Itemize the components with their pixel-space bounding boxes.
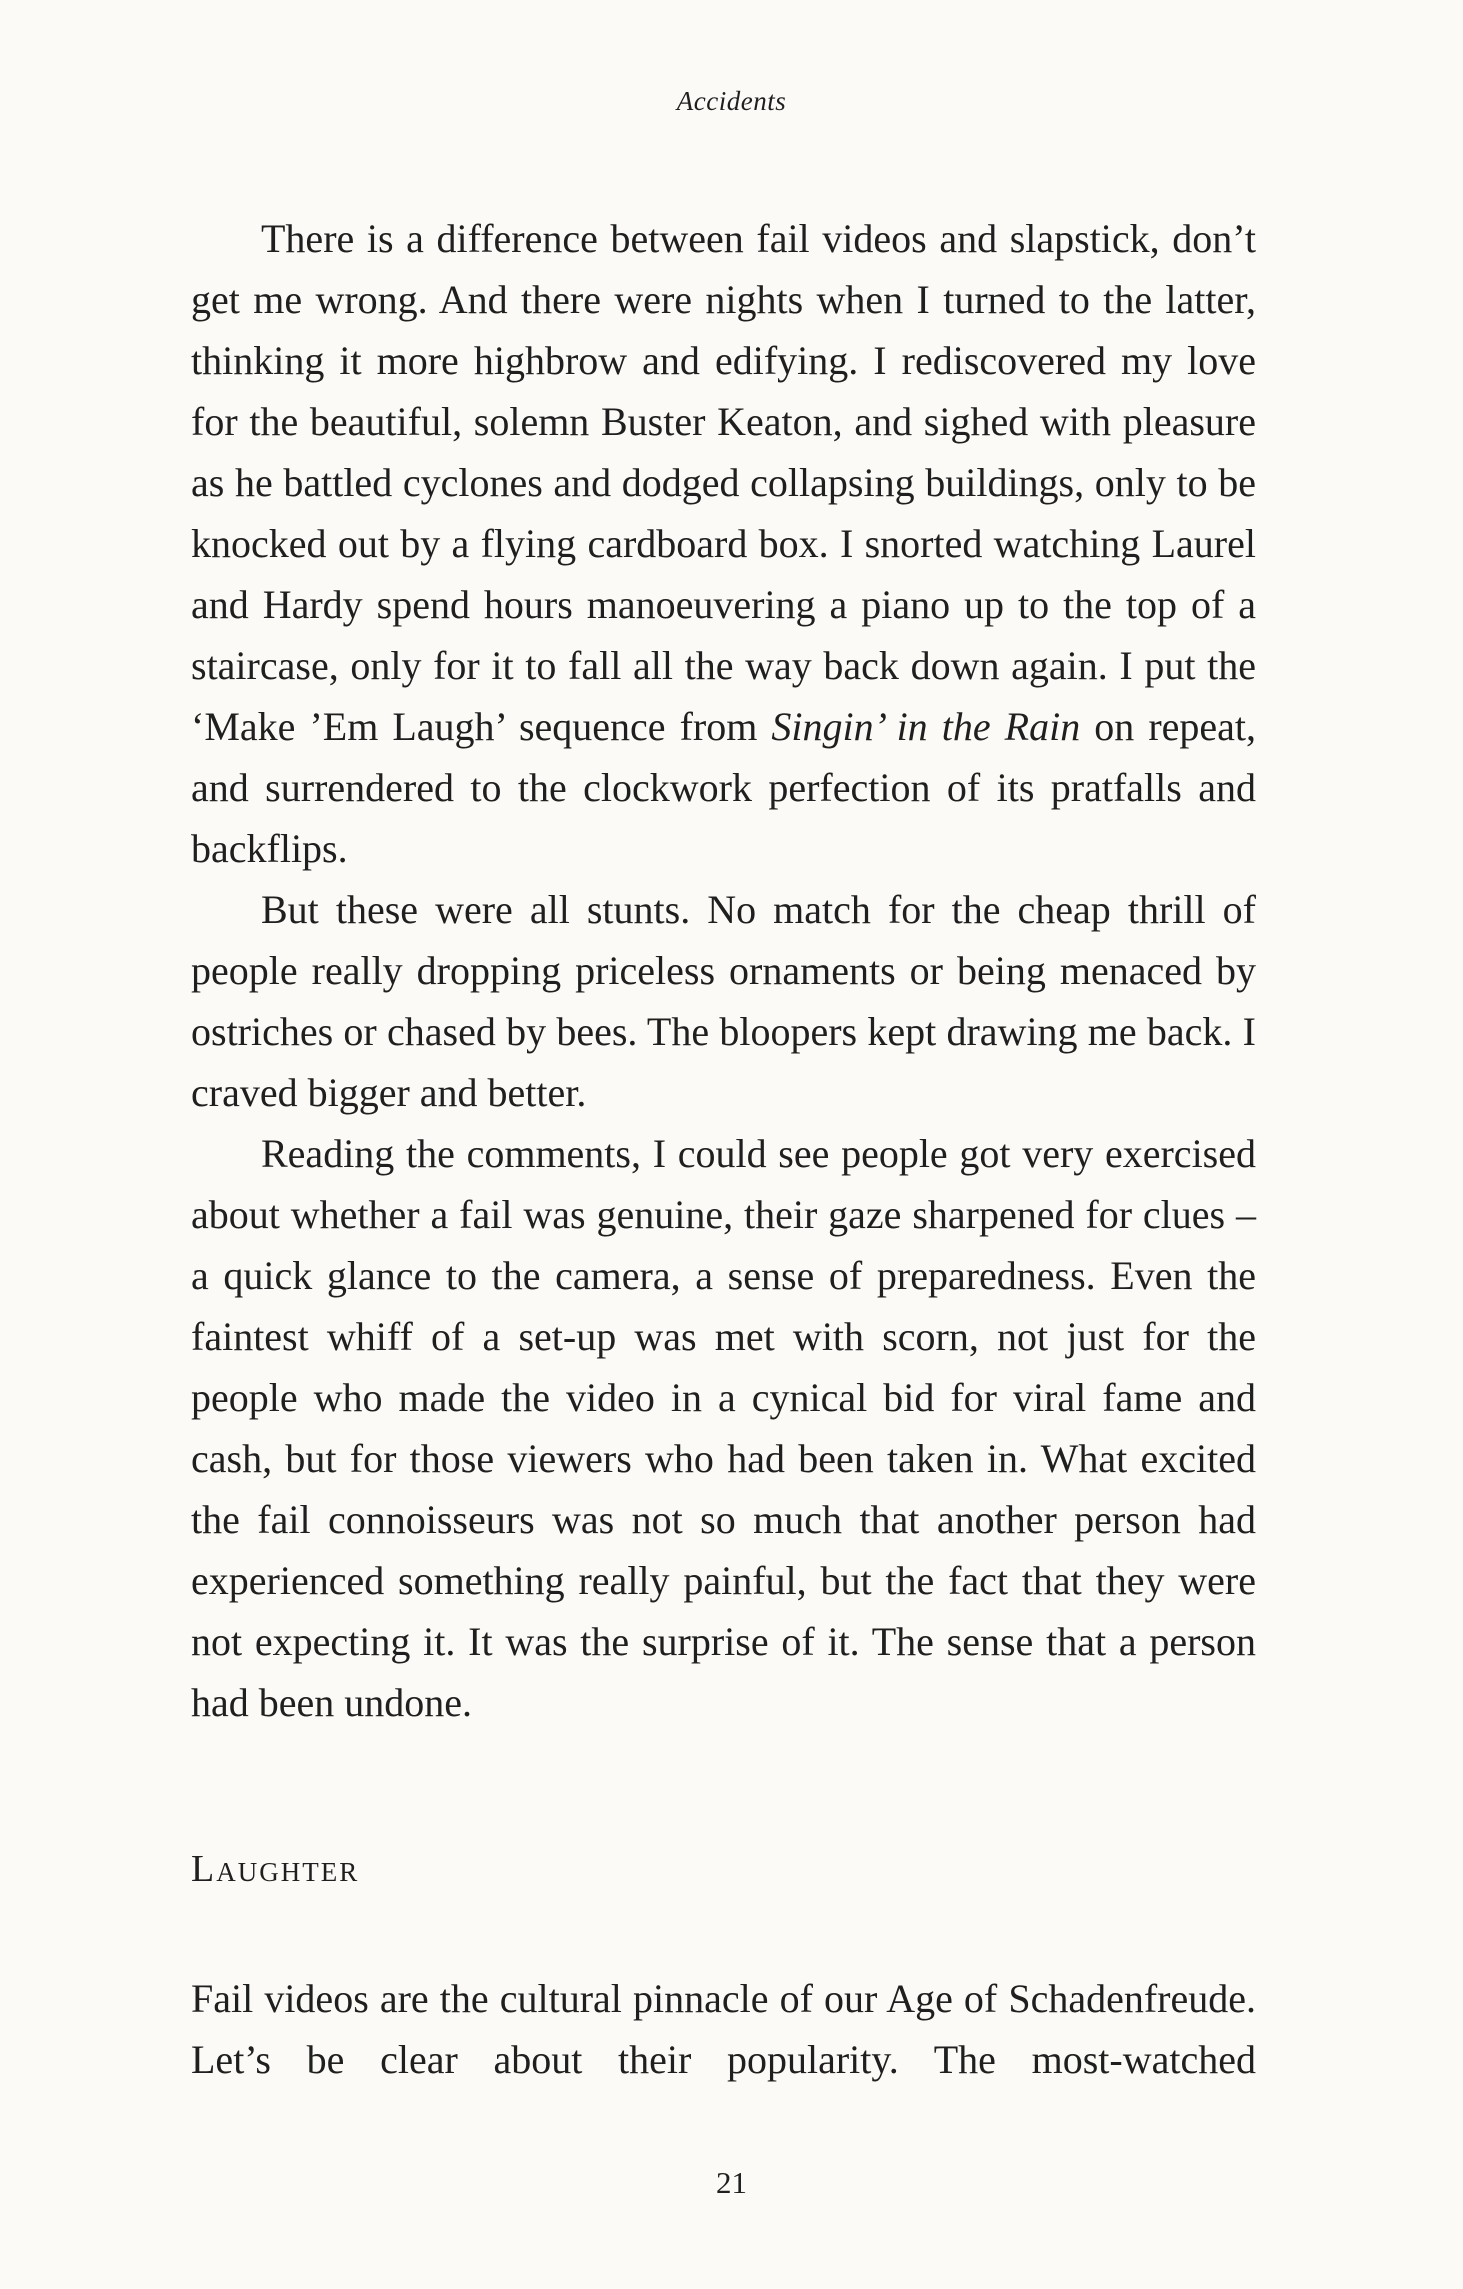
film-title: Singin’ in the Rain bbox=[771, 704, 1081, 749]
paragraph-1 bbox=[191, 208, 1256, 879]
page-number: 21 bbox=[716, 2165, 747, 2200]
paragraph-3: Reading the comments, I could see people got very exercised about whether a fail was genuine, their gaze sharpened for clues – a quick glance to the camera, a sense of preparedness. Even the faintest whiff of a set-up was met with scorn, not just for the people who made the video in a cynical bid for viral fame and cash, but for those viewers who had been taken in. What excited the fail connoisseurs was not so much that another person had experienced something really painful, but the fact that they were not expecting it. It was the surprise of it. The sense that a person had been undone. bbox=[191, 1131, 1256, 1725]
paragraph-1-tail: on repeat, and surrendered to the clockwork perfection of its pratfalls and backflips. bbox=[191, 704, 1257, 871]
body-text bbox=[191, 208, 1256, 1733]
section-paragraph: Fail videos are the cultural pinnacle of our Age of Schadenfreude. Let’s be clear about their popularity. The most-watched bbox=[191, 1976, 1256, 2082]
paragraph-1-text: There is a difference between fail videos and slapstick, don’t get me wrong. And there were nights when I turned to the latter, thinking it more highbrow and edifying. I rediscovered my love for the beautiful, solemn Buster Keaton, and sighed with pleasure as he battled cyclones and dodged collapsing buildings, only to be knocked out by a flying cardboard box. I snorted watching Laurel and Hardy spend hours manoeuvering a piano up to the top of a staircase, only for it to fall all the way back down again. I put the ‘Make ’Em Laugh’ sequence from bbox=[191, 216, 1256, 749]
running-head: Accidents bbox=[676, 86, 787, 116]
paragraph-2: But these were all stunts. No match for the cheap thrill of people really dropping priceless ornaments or being menaced by ostriches or chased by bees. The bloopers kept drawing me back. I craved bigger and better. bbox=[191, 887, 1256, 1115]
section-heading: Laughter bbox=[191, 1848, 360, 1890]
